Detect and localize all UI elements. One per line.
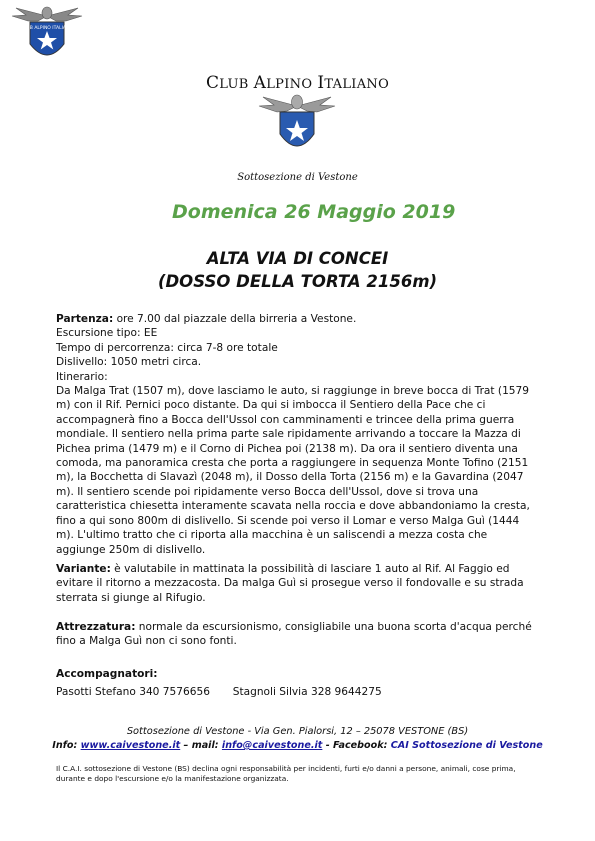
variante-block — [56, 562, 540, 605]
email-link[interactable]: info@caivestone.it — [221, 740, 323, 751]
partenza-line — [56, 312, 540, 326]
mail-label: – mail: — [180, 740, 222, 751]
facebook-label: - Facebook: — [322, 740, 391, 751]
info-label: Info: — [52, 740, 81, 751]
svg-text:CLUB ALPINO ITALIANO: CLUB ALPINO ITALIANO — [21, 26, 73, 31]
cai-logo-center — [255, 90, 339, 160]
event-title-line1: ALTA VIA DI CONCEI — [206, 249, 389, 268]
attrezzatura-block — [56, 620, 540, 649]
club-title: CLUB ALPINO ITALIANO — [205, 73, 390, 93]
escursione-line: Escursione tipo: EE — [56, 327, 158, 340]
accompagnatore-2: Stagnoli Silvia 328 9644275 — [232, 686, 382, 698]
details-block — [56, 312, 540, 557]
variante-text: è valutabile in mattinata la possibilità di lasciare 1 auto al Rif. Al Faggio ed evitare il ritorno a mezzacosta. Da malga Guì si prosegue verso il fondovalle e su strada sterrata si giunge al Rifugio. — [56, 563, 524, 604]
partenza-label: Partenza: — [56, 313, 114, 325]
itinerario-text: Da Malga Trat (1507 m), dove lasciamo le auto, si raggiunge in breve bocca di Trat (1579 m) con il Rif. Pernici poco distante. Da qui si imbocca il Sentiero della Pace che ci accompagnerà fino a Bocca dell'Ussol con camminamenti e trincee della prima guerra mondiale. Il sentiero nella prima parte sale ripidamente arrivando a toccare la Mazza di Pichea prima (1479 m) e il Corno di Pichea poi (2138 m). Da ora il sentiero diventa una comoda, ma panoramica cresta che porta a raggiungere in sequenza Monte Tofino (2151 m), la Bocchetta di Slavazì (2048 m), il Dosso della Torta (2156 m) e la Gavardina (2047 m). Il sentiero scende poi ripidamente verso Bocca dell'Ussol, dove si trova una caratteristica chiesetta interamente scavata nella roccia e dove abbandoniamo la cresta, fino a qui sono 800m di dislivello. Si scende poi verso il Lomar e verso Malga Guì (1444 m). L'ultimo tratto che ci riporta alla macchina è un saliscendi a mezza costa che aggiunge 250m di dislivello. — [56, 385, 530, 556]
facebook-link[interactable]: CAI Sottosezione di Vestone — [390, 740, 543, 751]
accompagnatori-label: Accompagnatori: — [56, 668, 158, 680]
attrezzatura-text: normale da escursionismo, consigliabile una buona scorta d'acqua perché fino a Malga Guì non ci sono fonti. — [56, 621, 532, 648]
partenza-value: ore 7.00 dal piazzale della birreria a Vestone. — [113, 313, 357, 325]
attrezzatura-label: Attrezzatura: — [56, 621, 136, 633]
variante-label: Variante: — [56, 563, 111, 575]
website-link[interactable]: www.caivestone.it — [80, 740, 181, 751]
disclaimer: Il C.A.I. sottosezione di Vestone (BS) declina ogni responsabilità per incidenti, furti e/o danni a persone, animali, cose prima, durante e dopo l'escursione e/o la manifestazione organizzata. — [56, 764, 516, 783]
cai-logo-small — [8, 2, 86, 68]
footer-address: Sottosezione di Vestone - Via Gen. Pialorsi, 12 – 25078 VESTONE (BS) — [126, 726, 469, 737]
event-title — [0, 247, 595, 293]
dislivello-line: Dislivello: 1050 metri circa. — [56, 356, 202, 369]
accompagnatori-list — [56, 685, 540, 699]
event-title-line2: (DOSSO DELLA TORTA 2156m) — [157, 272, 438, 291]
footer-info — [0, 740, 595, 751]
event-date: Domenica 26 Maggio 2019 — [172, 201, 456, 223]
accompagnatore-1: Pasotti Stefano 340 7576656 — [56, 686, 210, 698]
itinerario-label: Itinerario: — [56, 370, 108, 383]
tempo-line: Tempo di percorrenza: circa 7-8 ore totale — [56, 341, 278, 354]
subsection-name: Sottosezione di Vestone — [237, 172, 358, 183]
